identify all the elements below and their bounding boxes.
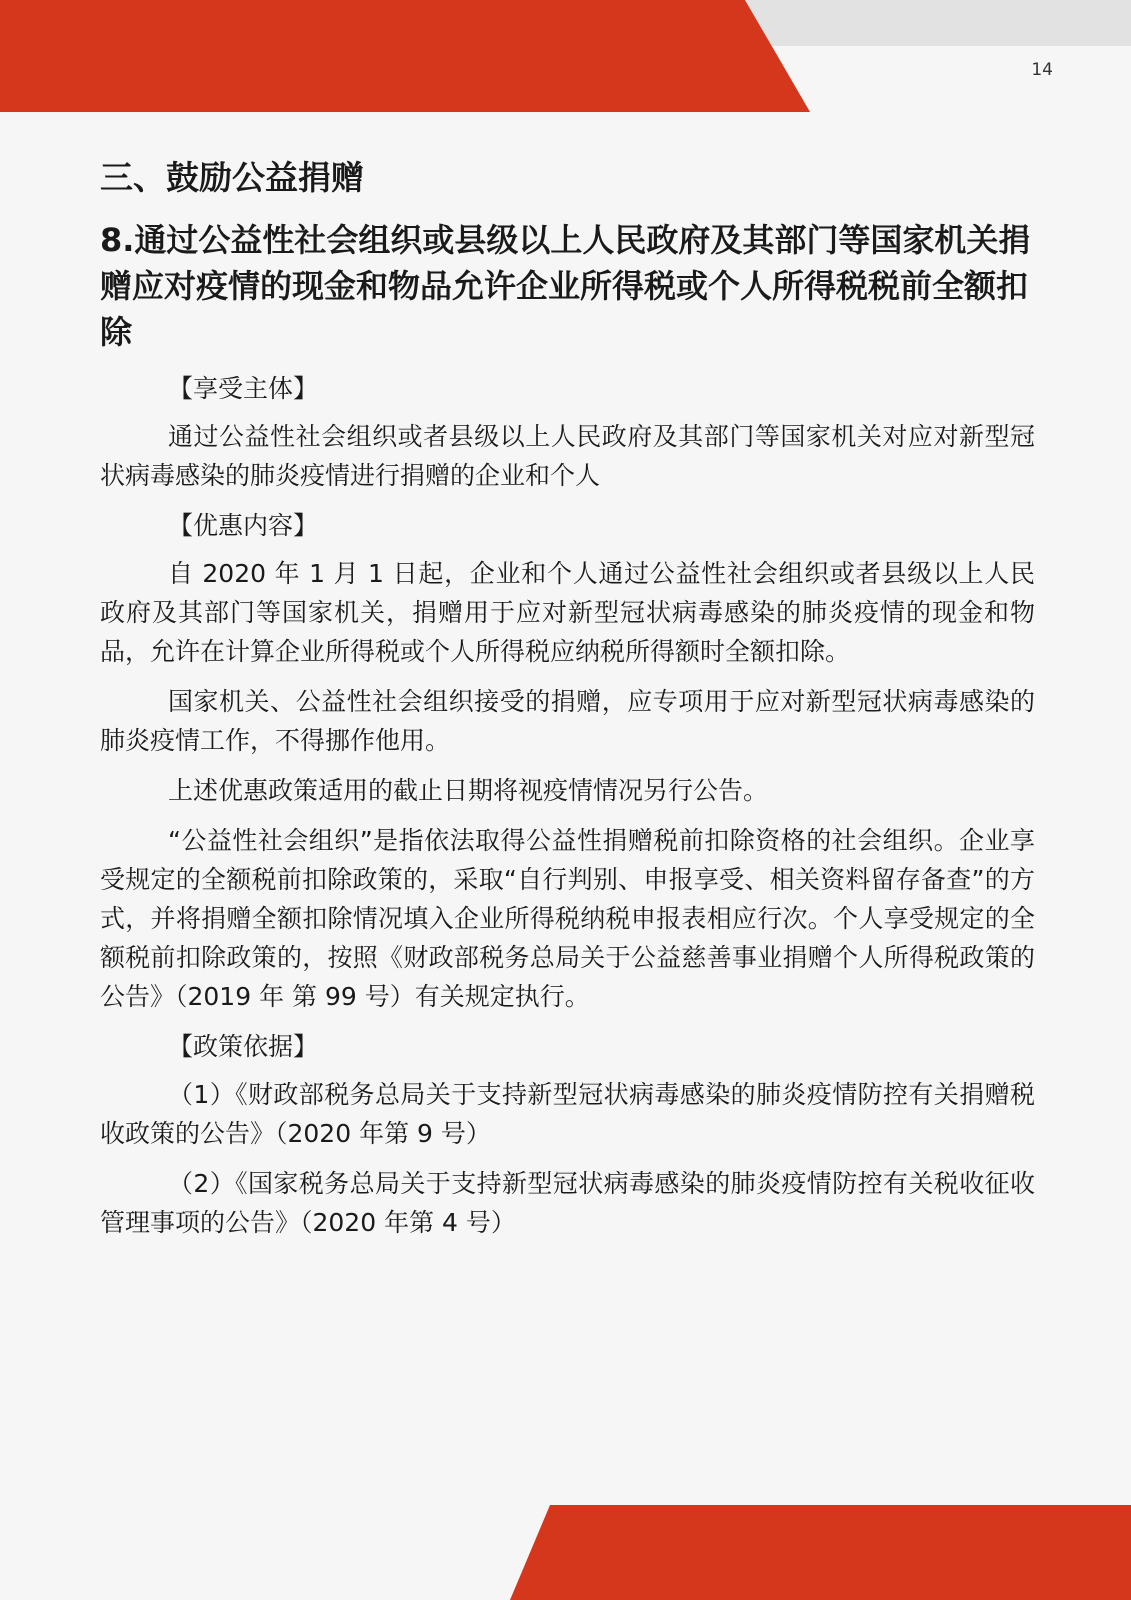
label-basis: 【政策依据】 [168,1032,319,1061]
content-paragraph-4: “公益性社会组织”是指依法取得公益性捐赠税前扣除资格的社会组织。企业享受规定的全额税前扣除政策的，采取“自行判别、申报享受、相关资料留存备查”的方式，并将捐赠全额扣除情况填入企业所得税纳税申报表相应行次。个人享受规定的全额税前扣除政策的，按照《财政部税务总局关于公益慈善事业捐赠个人所得税政策的公告》（2019 年 第 99 号）有关规定执行。 [100,826,1035,1011]
content-paragraph-3: 上述优惠政策适用的截止日期将视疫情情况另行公告。 [168,776,769,805]
basis-item-2: （2）《国家税务总局关于支持新型冠状病毒感染的肺炎疫情防控有关税收征收管理事项的公告》（2020 年第 4 号） [100,1169,1035,1237]
basis-item-1: （1）《财政部税务总局关于支持新型冠状病毒感染的肺炎疫情防控有关捐赠税收政策的公告》（2020 年第 9 号） [100,1080,1035,1148]
section-title: 三、鼓励公益捐赠 [100,158,364,197]
header-red-band [0,0,810,112]
page-number: 14 [1031,60,1053,80]
content-paragraph-1: 自 2020 年 1 月 1 日起，企业和个人通过公益性社会组织或者县级以上人民政府及其部门等国家机关，捐赠用于应对新型冠状病毒感染的肺炎疫情的现金和物品，允许在计算企业所得税或个人所得税应纳税所得额时全额扣除。 [100,559,1035,666]
footer-red-band [510,1505,1131,1600]
header-grey-band [745,0,1131,46]
subject-paragraph: 通过公益性社会组织或者县级以上人民政府及其部门等国家机关对应对新型冠状病毒感染的肺炎疫情进行捐赠的企业和个人 [100,422,1035,490]
content-paragraph-2: 国家机关、公益性社会组织接受的捐赠，应专项用于应对新型冠状病毒感染的肺炎疫情工作，不得挪作他用。 [100,687,1035,755]
label-content: 【优惠内容】 [168,511,319,540]
document-body [100,155,1035,1253]
item-title: 8.通过公益性社会组织或县级以上人民政府及其部门等国家机关捐赠应对疫情的现金和物品允许企业所得税或个人所得税税前全额扣除 [100,221,1031,351]
label-subject: 【享受主体】 [168,374,319,403]
